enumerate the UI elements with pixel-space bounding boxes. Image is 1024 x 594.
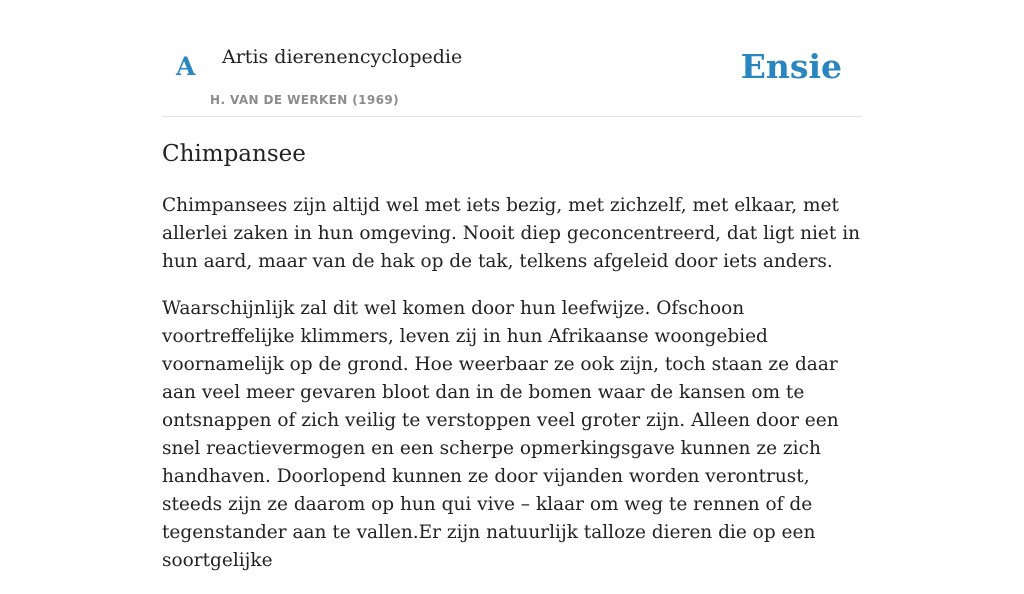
source-author: H. VAN DE WERKEN (1969): [210, 93, 400, 107]
article-paragraph: Waarschijnlijk zal dit wel komen door hun leefwijze. Ofschoon voortreffelijke klimmers, leven zij in hun Afrikaanse woongebied voornamelijk op de grond. Hoe weerbaar ze ook zijn, toch staan ze daar aan veel meer gevaren bloot dan in de bomen waar de kansen om te ontsnappen of zich veilig te verstoppen veel groter zijn. Alleen door een snel reactievermogen en een scherpe opmerkingsgave kunnen ze zich handhaven. Doorlopend kunnen ze door vijanden worden verontrust, steeds zijn ze daarom op hun qui vive – klaar om weg te rennen of de tegenstander aan te vallen.Er zijn natuurlijk talloze dieren die op een soortgelijke: [162, 297, 839, 571]
article-title: Chimpansee: [162, 141, 306, 167]
source-header: [162, 0, 862, 117]
source-title[interactable]: Artis dierenencyclopedie: [222, 46, 463, 68]
source-logo[interactable]: A: [176, 52, 196, 81]
brand-logo[interactable]: Ensie: [740, 47, 842, 86]
article-paragraph: Chimpansees zijn altijd wel met iets bezig, met zichzelf, met elkaar, met allerlei zaken in hun omgeving. Nooit diep geconcentreerd, dat ligt niet in hun aard, maar van de hak op de tak, telkens afgeleid door iets anders.: [162, 194, 861, 272]
article: [162, 140, 862, 594]
article-body: [162, 192, 862, 575]
